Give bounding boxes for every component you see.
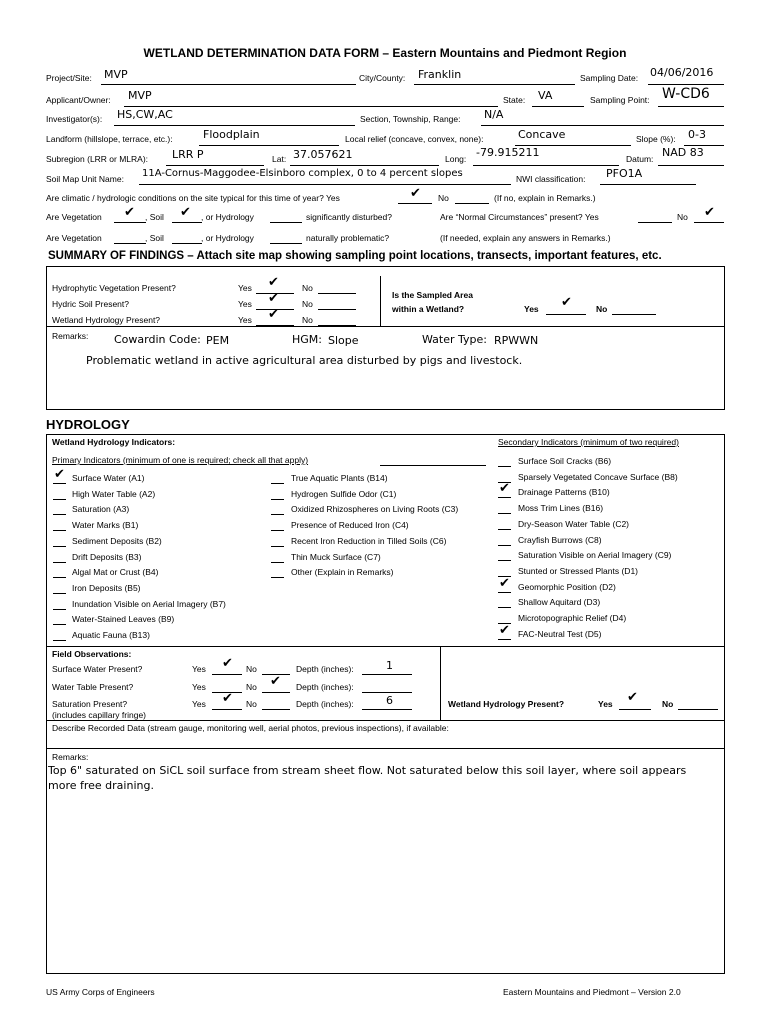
wetland-hydrology-no-line[interactable] xyxy=(318,325,356,326)
project-line xyxy=(101,84,356,85)
indicator-checkbox[interactable] xyxy=(271,546,284,547)
relief-label: Local relief (concave, convex, none): xyxy=(345,134,484,144)
capillary-fringe-note: (includes capillary fringe) xyxy=(52,710,147,720)
indicator-label: Microtopographic Relief (D4) xyxy=(518,613,627,623)
vegetation-label: Are Vegetation xyxy=(46,212,102,222)
table-no-label: No xyxy=(246,682,257,692)
hydrology-q-label: , or Hydrology xyxy=(201,212,254,222)
datum-line xyxy=(658,165,724,166)
indicator-label: Water Marks (B1) xyxy=(72,520,139,531)
normal-no-line xyxy=(694,222,724,223)
sat-no-label: No xyxy=(246,699,257,709)
indicator-checkbox[interactable] xyxy=(53,640,66,641)
indicator-checkbox[interactable] xyxy=(498,560,511,561)
slope-value[interactable]: 0-3 xyxy=(688,128,706,141)
indicator-label: Surface Water (A1) xyxy=(72,473,145,483)
city-label: City/County: xyxy=(359,73,406,83)
indicator-checkbox[interactable] xyxy=(53,562,66,563)
indicator-checkbox[interactable] xyxy=(53,546,66,547)
indicator-label: Geomorphic Position (D2) xyxy=(518,581,616,592)
sampled-no-line[interactable] xyxy=(612,314,656,315)
summary-remarks-divider xyxy=(46,326,725,327)
point-line xyxy=(658,106,724,107)
investigators-line xyxy=(114,125,355,126)
sampled-no-label: No xyxy=(596,304,608,314)
project-value[interactable]: MVP xyxy=(104,68,128,81)
indicator-checkbox[interactable] xyxy=(271,499,284,500)
hydrology-remarks-line-2[interactable]: more free draining. xyxy=(48,779,154,792)
sat-depth-line xyxy=(362,709,412,710)
climatic-yes-check[interactable]: ✔ xyxy=(410,186,421,201)
landform-line xyxy=(199,145,339,146)
summary-remarks-label: Remarks: xyxy=(52,331,89,341)
sampled-yes-label: Yes xyxy=(524,304,539,314)
indicator-label: Surface Soil Cracks (B6) xyxy=(518,456,612,466)
applicant-line xyxy=(124,106,498,107)
indicator-label: Aquatic Fauna (B13) xyxy=(72,630,150,640)
subregion-value[interactable]: LRR P xyxy=(172,148,204,161)
applicant-label: Applicant/Owner: xyxy=(46,95,111,105)
describe-data-label: Describe Recorded Data (stream gauge, monitoring well, aerial photos, previous inspections), if available: xyxy=(52,723,449,733)
water-type-value[interactable]: RPWWN xyxy=(494,334,539,347)
surface-no-label: No xyxy=(246,664,257,674)
surface-yes-label: Yes xyxy=(192,664,206,674)
hydrophytic-yes-label: Yes xyxy=(238,283,252,293)
indicator-checkbox[interactable] xyxy=(53,483,66,484)
field-divider-top xyxy=(46,646,725,647)
indicator-label: Recent Iron Reduction in Tilled Soils (C6) xyxy=(291,535,447,546)
city-line xyxy=(414,84,575,85)
lat-line xyxy=(290,165,439,166)
indicators-label: Wetland Hydrology Indicators: xyxy=(52,437,176,447)
veg-line-2[interactable] xyxy=(114,243,146,244)
indicator-checkbox[interactable] xyxy=(498,529,511,530)
form-title: WETLAND DETERMINATION DATA FORM – Eastern Mountains and Piedmont Region xyxy=(143,46,627,60)
table-yes-label: Yes xyxy=(192,682,206,692)
hydrology-q-label-2: , or Hydrology xyxy=(201,233,254,243)
indicator-checkbox[interactable] xyxy=(53,530,66,531)
wh-yes-check[interactable]: ✔ xyxy=(627,690,638,705)
relief-value[interactable]: Concave xyxy=(518,128,566,141)
section-line xyxy=(481,125,724,126)
indicator-label: Presence of Reduced Iron (C4) xyxy=(291,520,409,531)
hydrology-remarks-label: Remarks: xyxy=(52,752,89,762)
saturation-question: Saturation Present? xyxy=(52,699,128,709)
indicator-label: Drainage Patterns (B10) xyxy=(518,487,610,498)
climatic-question: Are climatic / hydrologic conditions on the site typical for this time of year? Yes xyxy=(46,193,340,203)
soil-label: Soil Map Unit Name: xyxy=(46,174,124,184)
field-divider-bottom xyxy=(46,720,725,721)
indicator-checkbox[interactable] xyxy=(271,483,284,484)
indicator-checkbox[interactable] xyxy=(498,639,511,640)
hydrophytic-yes-check[interactable]: ✔ xyxy=(268,275,279,290)
indicator-label: Dry-Season Water Table (C2) xyxy=(518,518,630,529)
surface-depth-line xyxy=(362,674,412,675)
indicator-checkbox[interactable] xyxy=(53,593,66,594)
indicator-label: True Aquatic Plants (B14) xyxy=(291,473,388,483)
indicator-label: Other (Explain in Remarks) xyxy=(291,567,394,578)
soil-q-line xyxy=(172,222,202,223)
hydric-yes-label: Yes xyxy=(238,299,252,309)
footer-right: Eastern Mountains and Piedmont – Version 2.0 xyxy=(503,987,681,997)
nwi-value[interactable]: PFO1A xyxy=(606,167,643,180)
primary-label-rule xyxy=(380,465,486,466)
indicator-label: Shallow Aquitard (D3) xyxy=(518,597,601,608)
indicator-checkbox[interactable] xyxy=(271,562,284,563)
climatic-note: (If no, explain in Remarks.) xyxy=(494,193,596,203)
cowardin-label: Cowardin Code: xyxy=(114,333,201,346)
date-line xyxy=(648,84,724,85)
hydro-q-line-2[interactable] xyxy=(270,243,302,244)
wh-no-line[interactable] xyxy=(678,709,718,710)
hydro-q-line[interactable] xyxy=(270,222,302,223)
investigators-label: Investigator(s): xyxy=(46,114,103,124)
table-no-check[interactable]: ✔ xyxy=(270,674,281,689)
table-no-line xyxy=(262,692,290,693)
indicator-checkbox[interactable] xyxy=(498,607,511,608)
landform-value[interactable]: Floodplain xyxy=(203,128,260,141)
indicator-check[interactable]: ✔ xyxy=(54,467,65,482)
point-label: Sampling Point: xyxy=(590,95,650,105)
indicator-checkbox[interactable] xyxy=(271,530,284,531)
normal-no-label: No xyxy=(677,212,688,222)
indicator-label: Moss Trim Lines (B16) xyxy=(518,503,604,514)
indicator-label: Iron Deposits (B5) xyxy=(72,582,141,593)
section-value[interactable]: N/A xyxy=(484,108,504,121)
indicator-checkbox[interactable] xyxy=(498,592,511,593)
sat-depth-value[interactable]: 6 xyxy=(386,694,393,707)
soil-value[interactable]: 11A-Cornus-Maggodee-Elsinboro complex, 0 to 4 percent slopes xyxy=(142,168,463,179)
indicator-label: Sediment Deposits (B2) xyxy=(72,535,162,546)
field-divider-vertical xyxy=(440,646,441,720)
indicator-checkbox[interactable] xyxy=(498,466,511,467)
footer-left: US Army Corps of Engineers xyxy=(46,987,155,997)
normal-no-check[interactable]: ✔ xyxy=(704,205,715,220)
veg-line xyxy=(114,222,146,223)
sat-yes-line xyxy=(212,709,242,710)
nwi-line xyxy=(600,184,696,185)
state-value[interactable]: VA xyxy=(538,89,553,102)
water-table-question: Water Table Present? xyxy=(52,682,134,692)
climatic-no-label: No xyxy=(438,193,449,203)
applicant-value[interactable]: MVP xyxy=(128,89,152,102)
veg-check[interactable]: ✔ xyxy=(124,205,135,220)
lat-label: Lat: xyxy=(272,154,287,164)
indicator-label: High Water Table (A2) xyxy=(72,488,156,499)
vegetation-label-2: Are Vegetation xyxy=(46,233,102,243)
remarks-divider xyxy=(46,748,725,749)
indicator-label: Sparsely Vegetated Concave Surface (B8) xyxy=(518,471,678,482)
wh-no-label: No xyxy=(662,699,674,709)
indicator-label: Thin Muck Surface (C7) xyxy=(291,551,381,562)
indicator-checkbox[interactable] xyxy=(53,624,66,625)
long-line xyxy=(473,165,619,166)
sampled-yes-check[interactable]: ✔ xyxy=(561,295,572,310)
soil-q-line-2[interactable] xyxy=(172,243,202,244)
hydrophytic-no-label: No xyxy=(302,283,313,293)
sat-yes-check[interactable]: ✔ xyxy=(222,691,233,706)
indicator-label: Drift Deposits (B3) xyxy=(72,551,142,562)
indicator-label: Hydrogen Sulfide Odor (C1) xyxy=(291,488,397,499)
indicator-label: FAC-Neutral Test (D5) xyxy=(518,628,602,639)
state-line xyxy=(532,106,584,107)
surface-water-question: Surface Water Present? xyxy=(52,664,143,674)
investigators-value[interactable]: HS,CW,AC xyxy=(117,108,173,121)
hydric-no-label: No xyxy=(302,299,313,309)
needed-note: (If needed, explain any answers in Remarks.) xyxy=(440,233,611,243)
wetland-hydrology-yes-check[interactable]: ✔ xyxy=(268,307,279,322)
nwi-label: NWI classification: xyxy=(516,174,586,184)
wetland-hydrology-label: Wetland Hydrology Present? xyxy=(52,315,161,325)
sat-yes-label: Yes xyxy=(192,699,206,709)
secondary-label: Secondary Indicators (minimum of two required) xyxy=(498,437,679,447)
hydric-label: Hydric Soil Present? xyxy=(52,299,130,309)
datum-label: Datum: xyxy=(626,154,654,164)
sat-depth-label: Depth (inches): xyxy=(296,699,354,709)
city-value[interactable]: Franklin xyxy=(418,68,462,81)
indicator-label: Saturation (A3) xyxy=(72,504,130,515)
sat-no-line[interactable] xyxy=(262,709,290,710)
hydrology-remarks-line-1[interactable]: Top 6" saturated on SiCL soil surface from stream sheet flow. Not saturated below this soil layer, where soil appears xyxy=(48,764,687,777)
soil-line xyxy=(139,184,511,185)
date-value[interactable]: 04/06/2016 xyxy=(650,66,714,79)
indicator-checkbox[interactable] xyxy=(53,609,66,610)
water-type-label: Water Type: xyxy=(422,333,487,346)
climatic-no-line[interactable] xyxy=(455,203,489,204)
wetland-hydrology-no-label: No xyxy=(302,315,313,325)
hydric-yes-check[interactable]: ✔ xyxy=(268,291,279,306)
state-label: State: xyxy=(503,95,526,105)
indicator-label: Stunted or Stressed Plants (D1) xyxy=(518,565,639,576)
indicator-checkbox[interactable] xyxy=(53,577,66,578)
cowardin-value[interactable]: PEM xyxy=(206,334,230,347)
soil-q-label-2: , Soil xyxy=(145,233,164,243)
project-label: Project/Site: xyxy=(46,73,92,83)
indicator-checkbox[interactable] xyxy=(53,499,66,500)
indicator-checkbox[interactable] xyxy=(271,514,284,515)
wh-yes-label: Yes xyxy=(598,699,613,709)
indicator-label: Crayfish Burrows (C8) xyxy=(518,534,602,545)
summary-divider xyxy=(380,276,381,326)
date-label: Sampling Date: xyxy=(580,73,639,83)
datum-value[interactable]: NAD 83 xyxy=(662,146,704,159)
normal-yes-line[interactable] xyxy=(638,222,672,223)
lat-value[interactable]: 37.057621 xyxy=(293,148,353,161)
significantly-disturbed: significantly disturbed? xyxy=(306,212,392,222)
table-depth-label: Depth (inches): xyxy=(296,682,354,692)
naturally-problematic: naturally problematic? xyxy=(306,233,390,243)
hgm-label: HGM: xyxy=(292,333,322,346)
wetland-hydrology-yes-line xyxy=(256,325,294,326)
indicator-label: Saturation Visible on Aerial Imagery (C9) xyxy=(518,550,672,561)
normal-question: Are “Normal Circumstances” present? Yes xyxy=(440,212,599,222)
field-observations-label: Field Observations: xyxy=(52,649,132,659)
hgm-value[interactable]: Slope xyxy=(328,334,359,347)
table-depth-line[interactable] xyxy=(362,692,412,693)
subregion-label: Subregion (LRR or MLRA): xyxy=(46,154,149,164)
indicator-label: Inundation Visible on Aerial Imagery (B7) xyxy=(72,598,226,609)
wetland-hydrology-yes-label: Yes xyxy=(238,315,252,325)
slope-label: Slope (%): xyxy=(636,134,676,144)
sampled-question-2: within a Wetland? xyxy=(392,304,465,314)
indicator-checkbox[interactable] xyxy=(498,545,511,546)
wetland-hydrology-present-label: Wetland Hydrology Present? xyxy=(448,699,565,709)
surface-depth-value[interactable]: 1 xyxy=(386,659,393,672)
indicator-check[interactable]: ✔ xyxy=(499,622,510,638)
indicator-checkbox[interactable] xyxy=(271,577,284,578)
hydric-no-line[interactable] xyxy=(318,309,356,310)
indicator-label: Water-Stained Leaves (B9) xyxy=(72,614,175,625)
sampled-yes-line xyxy=(546,314,586,315)
indicator-label: Oxidized Rhizospheres on Living Roots (C3) xyxy=(291,504,459,515)
summary-title: SUMMARY OF FINDINGS – Attach site map showing sampling point locations, transects, important features, etc. xyxy=(48,250,662,262)
indicator-checkbox[interactable] xyxy=(53,514,66,515)
hydrology-title: HYDROLOGY xyxy=(46,417,130,432)
hydrophytic-no-line[interactable] xyxy=(318,293,356,294)
subregion-line xyxy=(166,165,264,166)
long-value[interactable]: -79.915211 xyxy=(476,146,540,159)
landform-label: Landform (hillslope, terrace, etc.): xyxy=(46,134,173,144)
indicator-checkbox[interactable] xyxy=(498,497,511,498)
summary-remarks-text[interactable]: Problematic wetland in active agricultural area disturbed by pigs and livestock. xyxy=(86,354,523,367)
section-label: Section, Township, Range: xyxy=(360,114,461,124)
soil-q-label: , Soil xyxy=(145,212,164,222)
indicator-label: Algal Mat or Crust (B4) xyxy=(72,567,159,578)
climatic-yes-line xyxy=(398,203,432,204)
surface-depth-label: Depth (inches): xyxy=(296,664,354,674)
soil-check[interactable]: ✔ xyxy=(180,205,191,220)
long-label: Long: xyxy=(445,154,467,164)
primary-label: Primary Indicators (minimum of one is required; check all that apply) xyxy=(52,455,309,465)
indicator-check[interactable]: ✔ xyxy=(499,481,510,497)
indicator-check[interactable]: ✔ xyxy=(499,575,510,591)
indicator-checkbox[interactable] xyxy=(498,513,511,514)
hydrophytic-label: Hydrophytic Vegetation Present? xyxy=(52,283,176,293)
wh-yes-line xyxy=(619,709,651,710)
point-value[interactable]: W-CD6 xyxy=(662,86,710,102)
surface-yes-check[interactable]: ✔ xyxy=(222,656,233,671)
sampled-question-1: Is the Sampled Area xyxy=(392,290,473,300)
surface-yes-line xyxy=(212,674,242,675)
